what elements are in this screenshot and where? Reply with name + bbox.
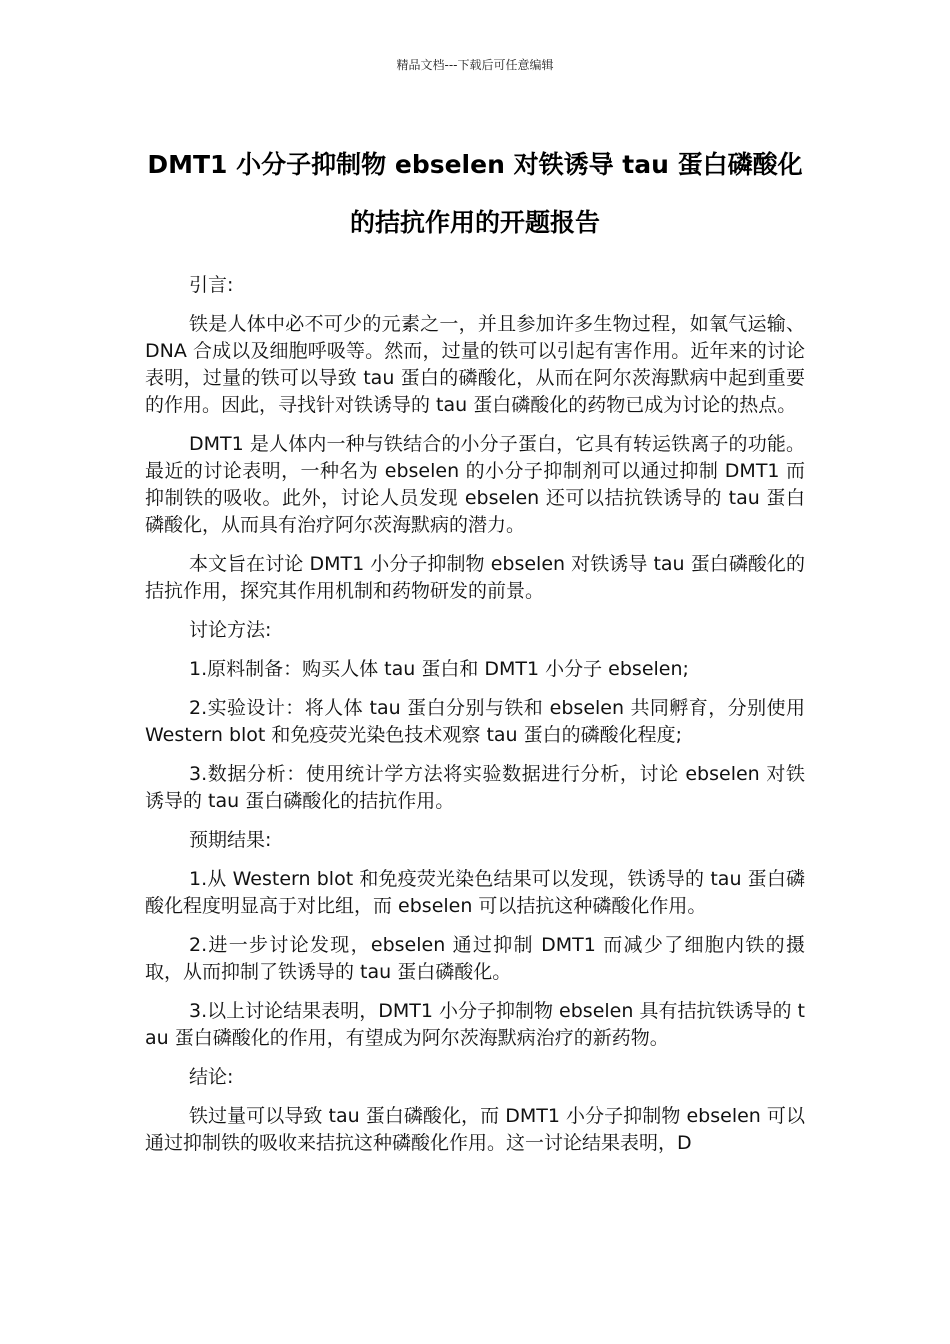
section-heading-intro: 引言: [189,274,234,296]
list-item: 3.数据分析：使用统计学方法将实验数据进行分析，讨论 ebselen 对铁诱导的 tau 蛋白磷酸化的拮抗作用。 [145,763,805,812]
list-item: 2.实验设计：将人体 tau 蛋白分别与铁和 ebselen 共同孵育，分别使用 Western blot 和免疫荧光染色技术观察 tau 蛋白的磷酸化程度; [145,697,805,746]
document-title: DMT1 小分子抑制物 ebselen 对铁诱导 tau 蛋白磷酸化的拮抗作用的开题报告 [147,150,803,237]
list-item: 1.原料制备：购买人体 tau 蛋白和 DMT1 小分子 ebselen; [189,658,689,680]
paragraph: 铁是人体中必不可少的元素之一，并且参加许多生物过程，如氧气运输、DNA 合成以及细胞呼吸等。然而，过量的铁可以引起有害作用。近年来的讨论表明，过量的铁可以导致 tau 蛋白的磷酸化，从而在阿尔茨海默病中起到重要的作用。因此，寻找针对铁诱导的 tau 蛋白磷酸化的药物已成为讨论的热点。 [145,313,805,416]
paragraph: 本文旨在讨论 DMT1 小分子抑制物 ebselen 对铁诱导 tau 蛋白磷酸化的拮抗作用，探究其作用机制和药物研发的前景。 [145,553,805,602]
list-item: 3.以上讨论结果表明，DMT1 小分子抑制物 ebselen 具有拮抗铁诱导的 tau 蛋白磷酸化的作用，有望成为阿尔茨海默病治疗的新药物。 [145,1000,805,1049]
section-heading-conclusion: 结论: [189,1066,234,1088]
section-heading-methods: 讨论方法: [189,619,272,641]
list-item: 2.进一步讨论发现，ebselen 通过抑制 DMT1 而减少了细胞内铁的摄取，从而抑制了铁诱导的 tau 蛋白磷酸化。 [145,934,805,983]
list-item: 1.从 Western blot 和免疫荧光染色结果可以发现，铁诱导的 tau 蛋白磷酸化程度明显高于对比组，而 ebselen 可以拮抗这种磷酸化作用。 [145,868,805,917]
page-header: 精品文档---下载后可任意编辑 [396,58,554,72]
paragraph: 铁过量可以导致 tau 蛋白磷酸化，而 DMT1 小分子抑制物 ebselen 可以通过抑制铁的吸收来拮抗这种磷酸化作用。这一讨论结果表明，D [145,1105,805,1154]
document-body [145,272,805,1169]
paragraph: DMT1 是人体内一种与铁结合的小分子蛋白，它具有转运铁离子的功能。最近的讨论表明，一种名为 ebselen 的小分子抑制剂可以通过抑制 DMT1 而抑制铁的吸收。此外，讨论人员发现 ebselen 还可以拮抗铁诱导的 tau 蛋白磷酸化，从而具有治疗阿尔茨海默病的潜力。 [145,433,805,536]
section-heading-results: 预期结果: [189,829,272,851]
